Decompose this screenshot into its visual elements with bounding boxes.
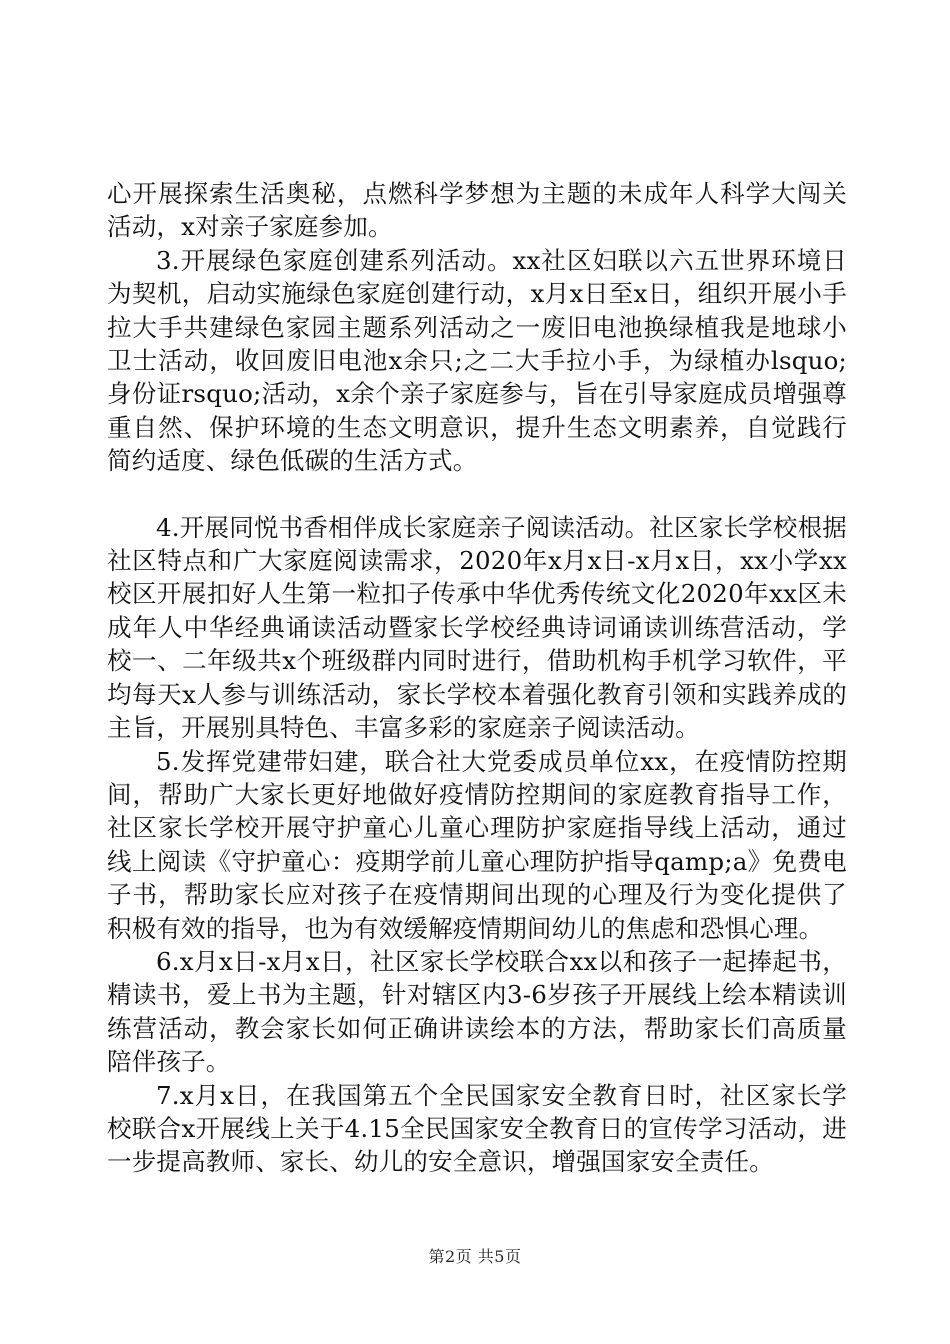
paragraph-item-4: 4.开展同悦书香相伴成长家庭亲子阅读活动。社区家长学校根据社区特点和广大家庭阅读需求，2020年x月x日-x月x日，xx小学xx校区开展扣好人生第一粒扣子传承中华优秀传统文化2020年xx区未成年人中华经典诵读活动暨家长学校经典诗词诵读训练营活动，学校一、二年级共x个班级群内同时进行，借助机构手机学习软件，平均每天x人参与训练活动，家长学校本着强化教育引领和实践养成的主旨，开展别具特色、丰富多彩的家庭亲子阅读活动。 [107,512,847,743]
document-body [107,177,847,1179]
paragraph-continuation: 心开展探索生活奥秘，点燃科学梦想为主题的未成年人科学大闯关活动，x对亲子家庭参加。 [107,179,847,242]
paragraph-item-5: 5.发挥党建带妇建，联合社大党委成员单位xx，在疫情防控期间，帮助广大家长更好地做好疫情防控期间的家庭教育指导工作，社区家长学校开展守护童心儿童心理防护家庭指导线上活动，通过线上阅读《守护童心：疫期学前儿童心理防护指导qamp;a》免费电子书，帮助家长应对孩子在疫情期间出现的心理及行为变化提供了积极有效的指导，也为有效缓解疫情期间幼儿的焦虑和恐惧心理。 [107,746,847,943]
paragraph-item-3: 3.开展绿色家庭创建系列活动。xx社区妇联以六五世界环境日为契机，启动实施绿色家庭创建行动，x月x日至x日，组织开展小手拉大手共建绿色家园主题系列活动之一废旧电池换绿植我是地球小卫士活动，收回废旧电池x余只;之二大手拉小手，为绿植办lsquo;身份证rsquo;活动，x余个亲子家庭参与，旨在引导家庭成员增强尊重自然、保护环境的生态文明意识，提升生态文明素养，自觉践行简约适度、绿色低碳的生活方式。 [107,245,847,476]
paragraph-item-6: 6.x月x日-x月x日，社区家长学校联合xx以和孩子一起捧起书，精读书，爱上书为主题，针对辖区内3-6岁孩子开展线上绘本精读训练营活动，教会家长如何正确讲读绘本的方法，帮助家长们高质量陪伴孩子。 [107,946,847,1077]
paragraph-item-7: 7.x月x日，在我国第五个全民国家安全教育日时，社区家长学校联合x开展线上关于4.15全民国家安全教育日的宣传学习活动，进一步提高教师、家长、幼儿的安全意识，增强国家安全责任。 [107,1080,847,1177]
page-number-footer: 第2页 共5页 [428,1247,522,1266]
